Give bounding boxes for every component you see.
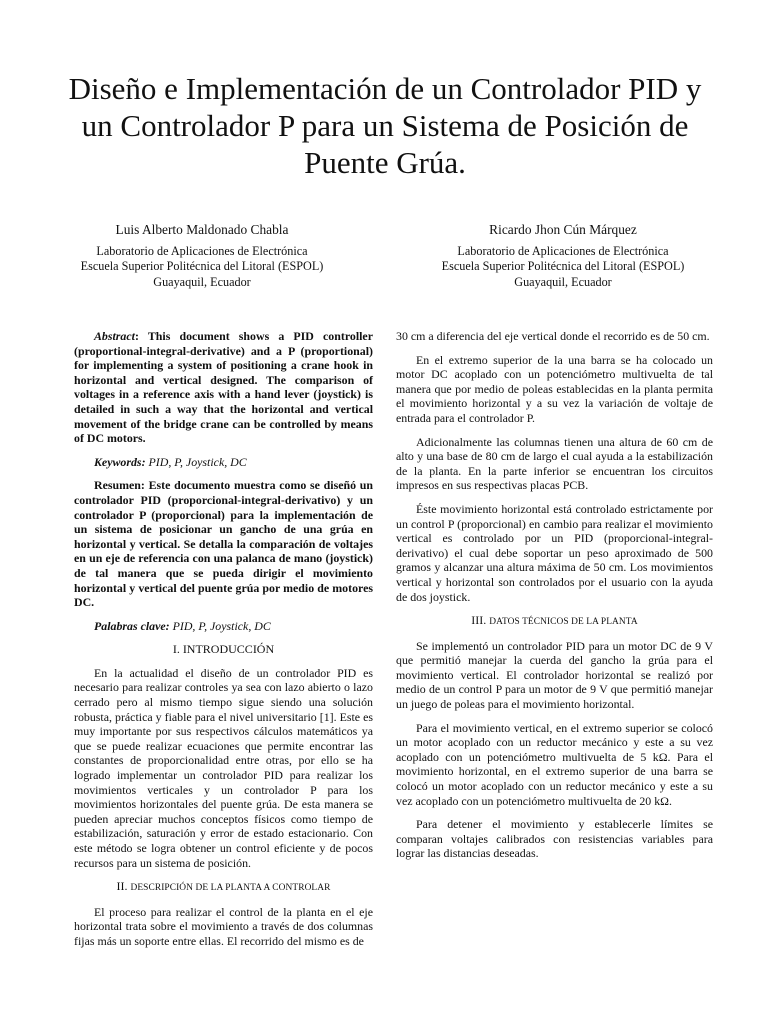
keywords-line xyxy=(74,455,373,470)
description-paragraph-3: Adicionalmente las columnas tienen una altura de 60 cm de alto y una base de 80 cm de largo el cual ayuda a la estabilización de la planta. En la parte inferior se encuentran los circuitos impresos en sus respectivas placas PCB. xyxy=(396,434,713,493)
palabras-clave-text: PID, P, Joystick, DC xyxy=(169,618,271,633)
keywords-label: Keywords: xyxy=(94,454,146,469)
description-paragraph: El proceso para realizar el control de la planta en el eje horizontal trata sobre el movimiento a través de dos columnas fijas más un soporte entre ellas. El recorrido del mismo es de xyxy=(74,904,373,948)
author-block-2 xyxy=(403,222,723,290)
left-column xyxy=(74,329,373,958)
section-heading-datos: III. DATOS TÉCNICOS DE LA PLANTA xyxy=(471,613,638,628)
palabras-clave-line xyxy=(74,619,373,634)
description-paragraph-2: En el extremo superior de la una barra se ha colocado un motor DC acoplado con un potenciómetro multivuelta de tal manera que por medio de poleas establecidas en la planta permita el movimiento horizontal y a su vez la variación de voltaje de entrada para el controlador P. xyxy=(396,352,713,425)
datos-paragraph-2: Para el movimiento vertical, en el extremo superior se colocó un motor acoplado con un reductor mecánico y este a su vez acoplado con un potenciómetro multivuelta de 5 kΩ. Para el movimiento horizontal, en el extremo superior de una barra se colocó un motor acoplado con un reductor mecánico y este a su vez acoplado con un potenciómetro multivuelta de 20 kΩ. xyxy=(396,720,713,808)
author-lab: Laboratorio de Aplicaciones de Electrónica xyxy=(96,243,308,258)
author-lab: Laboratorio de Aplicaciones de Electrónica xyxy=(457,243,669,258)
author-block-1 xyxy=(42,222,362,290)
abstract-label: Abstract xyxy=(94,329,135,343)
author-name: Ricardo Jhon Cún Márquez xyxy=(489,222,637,237)
author-school: Escuela Superior Politécnica del Litoral (ESPOL) xyxy=(441,259,685,273)
palabras-clave-label: Palabras clave: xyxy=(94,618,170,633)
author-school: Escuela Superior Politécnica del Litoral (ESPOL) xyxy=(80,259,324,273)
intro-paragraph: En la actualidad el diseño de un controlador PID es necesario para realizar controles ya sea con lazo abierto o lazo cerrado pero al mismo tiempo sigue siendo una solución robusta, práctica y fiable para el nivel universitario [1]. Este es muy importante por sus respectivos cálculos matemáticos ya que se puede realizar ecuaciones que permite encontrar las constantes de proporcionalidad entre otras, por ello se ha logrado implementar un controlador PID para realizar los movimientos verticales y un controlador P para los movimientos horizontales del puente grúa. De esta manera se pueden apreciar muchos conceptos físicos como tiempo de estabilización, saturación y error de estado estacionario. Con este método se logra obtener un control eficiente y de pocos recursos para un sistema de posición. xyxy=(74,665,373,870)
section-heading-intro: I. INTRODUCCIÓN xyxy=(172,642,275,657)
abstract-text: : This document shows a PID controller (proportional-integral-derivative) and a P (proportional) for implementing a system of positioning a crane hook in horizontal and vertical designed. The comparison of voltages in a reference axis with a hand lever (joystick) is detailed in such a way that the horizontal and vertical movement of the bridge crane can be controlled by means of DC motors. xyxy=(74,329,373,446)
resumen-paragraph: Resumen: Este documento muestra como se diseñó un controlador PID (proporcional-integral-derivativo) y un controlador P (proporcional) para la implementación de un sistema de posicionar un gancho de una grúa en horizontal y vertical. Se detalla la comparación de voltajes en un eje de referencia con una palanca de mano (joystick) de tal manera que se pueda dirigir el movimiento horizontal y vertical del puente grúa por medio de motores DC. xyxy=(74,478,373,610)
author-city: Guayaquil, Ecuador xyxy=(514,274,612,289)
paper-title: Diseño e Implementación de un Controlador PID y un Controlador P para un Sistema de Posición de Puente Grúa. xyxy=(68,71,702,180)
datos-paragraph-3: Para detener el movimiento y establecerle límites se comparan voltajes calibrados con resistencias variables para lograr las distancias deseadas. xyxy=(396,817,713,861)
description-continued: 30 cm a diferencia del eje vertical donde el recorrido es de 50 cm. xyxy=(396,329,710,343)
author-name: Luis Alberto Maldonado Chabla xyxy=(115,222,289,237)
description-paragraph-4: Éste movimiento horizontal está controlado estrictamente por un control P (proporcional) en cambio para realizar el movimiento vertical es controlado por un PID (proporcional-integral-derivativo) el cual debe soportar un peso aproximado de 500 gramos y alcanzar una altura máxima de 50 cm. Los movimientos vertical y horizontal son controlados por el usuario con la ayuda de dos joystick. xyxy=(396,501,713,604)
datos-paragraph-1: Se implementó un controlador PID para un motor DC de 9 V que permitió manejar la cuerda del gancho la grúa para el movimiento vertical. El controlador horizontal se realizó por medio de un control P para un motor de 9 V que permitió manejar un juego de poleas para el movimiento horizontal. xyxy=(396,638,713,712)
section-heading-description: II. DESCRIPCIÓN DE LA PLANTA A CONTROLAR xyxy=(116,879,331,894)
abstract-paragraph xyxy=(74,329,373,446)
right-column xyxy=(396,329,713,870)
author-city: Guayaquil, Ecuador xyxy=(153,274,251,289)
keywords-text: PID, P, Joystick, DC xyxy=(145,454,247,469)
